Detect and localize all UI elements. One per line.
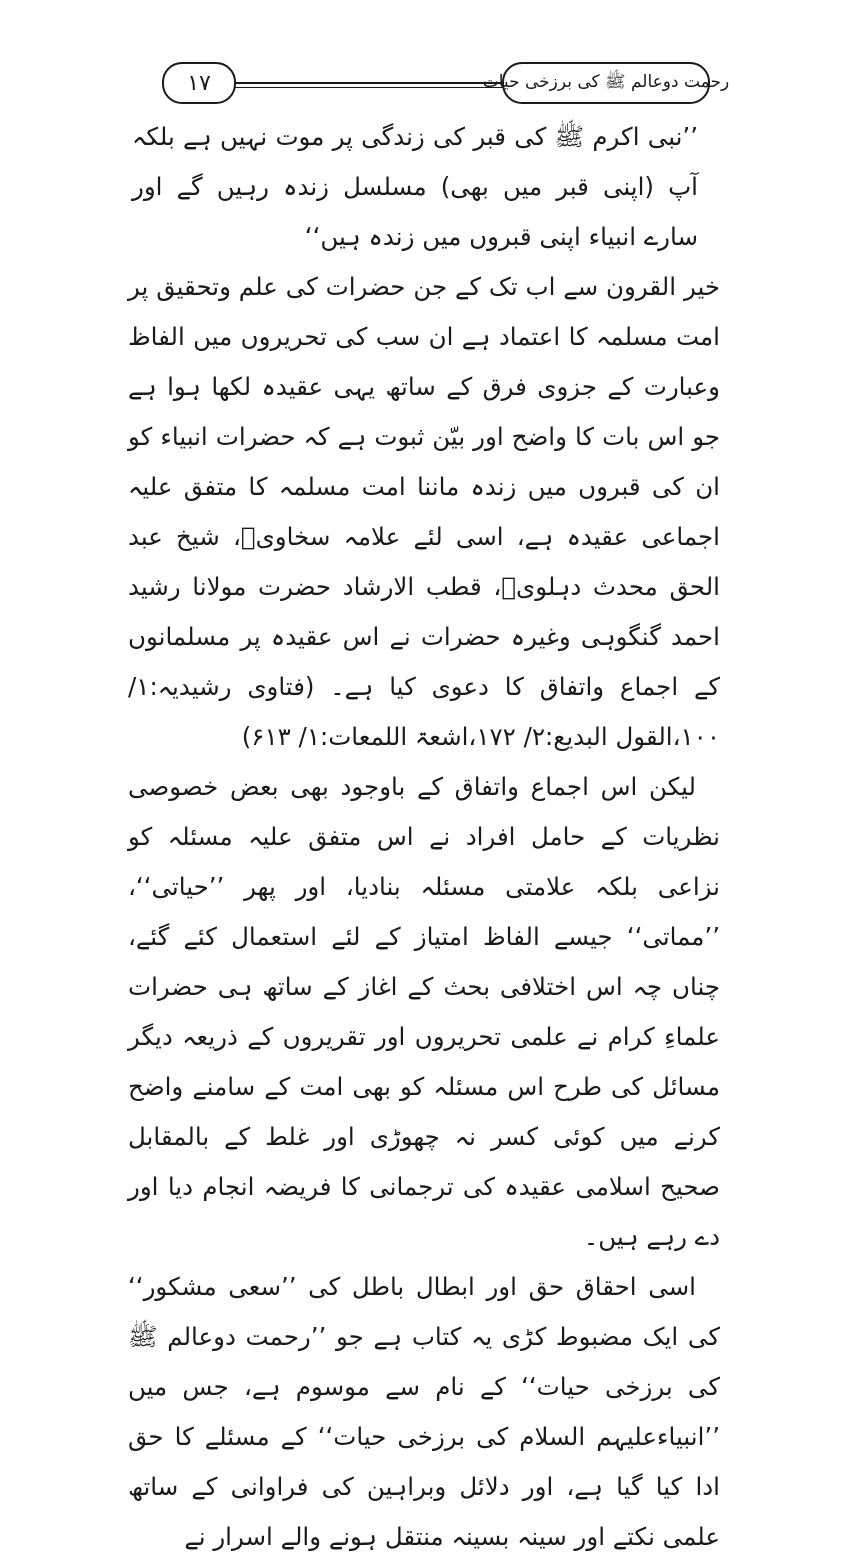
paragraph-3: اسی احقاق حق اور ابطال باطل کی ’’سعی مشکور‘‘ کی ایک مضبوط کڑی یہ کتاب ہے جو ’’رحمت دوعالم ﷺ کی برزخی حیات‘‘ کے نام سے موسوم ہے، جس میں ’’انبیاءعلیہم السلام کی برزخی حیات‘‘ کے مسئلے کا حق ادا کیا گیا ہے، اور دلائل وبراہین کی فراوانی کے ساتھ علمی نکتے اور سینہ بسینہ منتقل ہونے والے اسرار نے xyxy=(128,1272,720,1551)
page-body xyxy=(128,112,720,1562)
paragraph-2: لیکن اس اجماع واتفاق کے باوجود بھی بعض خصوصی نظریات کے حامل افراد نے اس متفق علیہ مسئلہ کو نزاعی بلکہ علامتی مسئلہ بنادیا، اور پھر ’’حیاتی‘‘، ’’مماتی‘‘ جیسے الفاظ امتیاز کے لئے استعمال کئے گئے، چناں چہ اس اختلافی بحث کے اغاز کے ساتھ ہی حضرات علماءِ کرام نے علمی تحریروں اور تقریروں کے ذریعہ دیگر مسائل کی طرح اس مسئلہ کو بھی امت کے سامنے واضح کرنے میں کوئی کسر نہ چھوڑی اور غلط کے بالمقابل صحیح اسلامی عقیدہ کی ترجمانی کا فریضہ انجام دیا اور دے رہے ہیں۔ xyxy=(128,772,720,1251)
page-header xyxy=(150,58,730,110)
paragraph-1: خیر القرون سے اب تک کے جن حضرات کی علم وتحقیق پر امت مسلمہ کا اعتماد ہے ان سب کی تحریروں میں الفاظ وعبارت کے جزوی فرق کے ساتھ یہی عقیدہ لکھا ہوا ہے جو اس بات کا واضح اور بیّن ثبوت ہے کہ حضرات انبیاء کو ان کی قبروں میں زندہ ماننا امت مسلمہ کا متفق علیہ اجماعی عقیدہ ہے، اسی لئے علامہ سخاویؒ، شیخ عبد الحق محدث دہلویؒ، قطب الارشاد حضرت مولانا رشید احمد گنگوہی وغیرہ حضرات نے اس عقیدہ پر مسلمانوں کے اجماع واتفاق کا دعوی کیا ہے۔ (فتاوی رشیدیہ:۱/ ۱۰۰،القول البدیع:۲/ ۱۷۲،اشعۃ اللمعات:۱/ ۶۱۳) xyxy=(128,272,720,751)
quote-paragraph: ’’نبی اکرم ﷺ کی قبر کی زندگی پر موت نہیں ہے بلکہ آپ (اپنی قبر میں بھی) مسلسل زندہ رہیں گے اور سارے انبیاء اپنی قبروں میں زندہ ہیں‘‘ xyxy=(132,122,698,251)
page-number: ۱۷ xyxy=(162,62,236,104)
header-rule xyxy=(234,82,504,84)
running-title: رحمت دوعالم ﷺ کی برزخی حیات xyxy=(502,62,710,104)
